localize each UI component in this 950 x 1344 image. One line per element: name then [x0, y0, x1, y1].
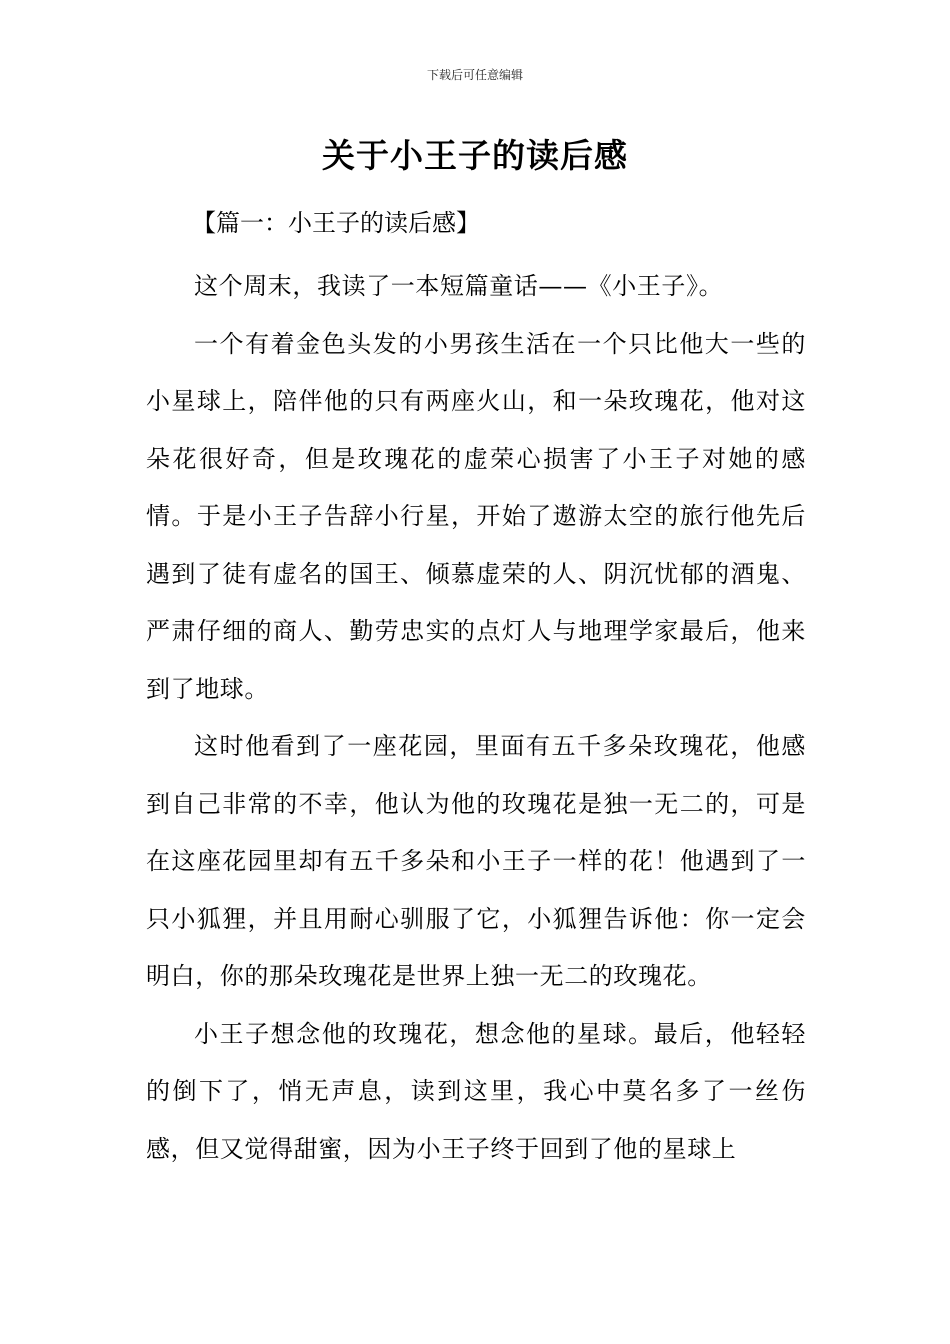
document-title: 关于小王子的读后感: [322, 136, 628, 175]
paragraph: 小王子想念他的玫瑰花，想念他的星球。最后，他轻轻的倒下了，悄无声息，读到这里，我心中莫名多了一丝伤感，但又觉得甜蜜，因为小王子终于回到了他的星球上: [146, 1019, 806, 1163]
section-heading: 【篇一：小王子的读后感】: [192, 209, 480, 237]
paragraph: 这时他看到了一座花园，里面有五千多朵玫瑰花，他感到自己非常的不幸，他认为他的玫瑰花是独一无二的，可是在这座花园里却有五千多朵和小王子一样的花！他遇到了一只小狐狸，并且用耐心驯服了它，小狐狸告诉他：你一定会明白，你的那朵玫瑰花是世界上独一无二的玫瑰花。: [146, 732, 806, 990]
paragraph: 一个有着金色头发的小男孩生活在一个只比他大一些的小星球上，陪伴他的只有两座火山，和一朵玫瑰花，他对这朵花很好奇，但是玫瑰花的虚荣心损害了小王子对她的感情。于是小王子告辞小行星，开始了遨游太空的旅行他先后遇到了徒有虚名的国王、倾慕虚荣的人、阴沉忧郁的酒鬼、严肃仔细的商人、勤劳忠实的点灯人与地理学家最后，他来到了地球。: [146, 329, 806, 703]
paragraph: 这个周末，我读了一本短篇童话——《小王子》。: [194, 272, 724, 300]
header-note: 下载后可任意编辑: [426, 68, 523, 82]
body-text: [146, 258, 806, 1178]
